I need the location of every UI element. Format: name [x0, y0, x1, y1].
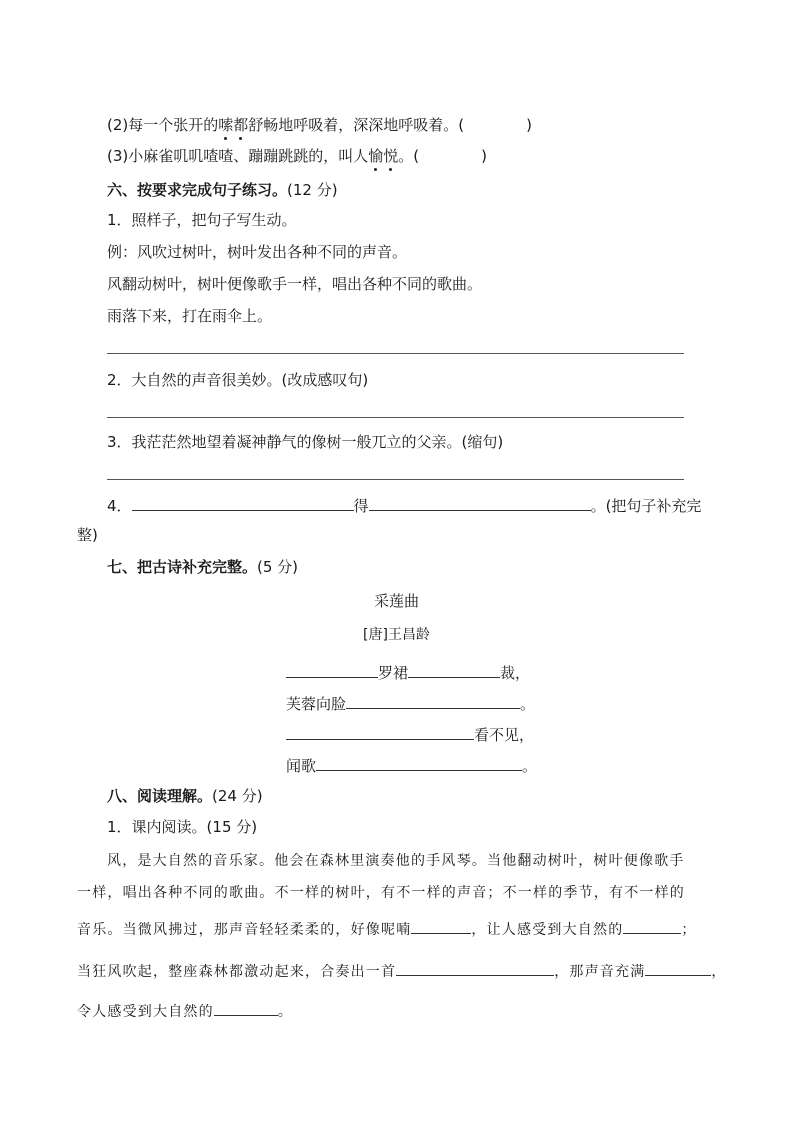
fill-blank[interactable] — [411, 917, 471, 934]
poem-line-2: 芙蓉向脸 。 — [286, 692, 535, 714]
answer-line[interactable] — [107, 417, 684, 418]
fill-blank[interactable] — [645, 959, 711, 976]
poem-author: [唐]王昌龄 — [363, 627, 430, 643]
q5-item-2: (2)每一个张开的嗦都舒畅地呼吸着，深深地呼吸着。( ) — [107, 116, 532, 134]
answer-line[interactable] — [107, 479, 684, 480]
poem-line-4: 闻歌 。 — [286, 754, 537, 776]
dotted-char: 嗦 — [218, 116, 234, 134]
poem-title: 采莲曲 — [373, 592, 419, 610]
poem-line-3: 看不见， — [286, 723, 534, 745]
fill-blank[interactable] — [316, 754, 522, 771]
section-6-heading: 六、按要求完成句子练习。(12 分) — [107, 181, 338, 199]
q6-prompt: 雨落下来，打在雨伞上。 — [107, 307, 273, 325]
fill-blank[interactable] — [214, 999, 278, 1016]
q8-subquestion-1: 1．课内阅读。(15 分) — [107, 818, 258, 836]
fill-blank[interactable] — [369, 494, 591, 511]
dotted-char: 悦 — [383, 147, 399, 165]
dotted-char: 愉 — [368, 147, 384, 165]
fill-blank[interactable] — [346, 692, 520, 709]
answer-line[interactable] — [107, 353, 684, 354]
q6-subquestion-4: 4． 得 。(把句子补充完 — [107, 494, 701, 516]
fill-blank[interactable] — [286, 723, 474, 740]
passage-line-2: 一样，唱出各种不同的歌曲。不一样的树叶，有不一样的声音；不一样的季节，有不一样的 — [77, 885, 685, 901]
q6-example: 例：风吹过树叶，树叶发出各种不同的声音。 — [107, 243, 408, 261]
poem-line-1: 罗裙 裁， — [286, 661, 530, 683]
q6-subquestion-1: 1．照样子，把句子写生动。 — [107, 211, 297, 229]
q6-subquestion-3: 3．我茫茫然地望着凝神静气的像树一般兀立的父亲。(缩句) — [107, 433, 504, 451]
passage-line-3: 音乐。当微风拂过，那声音轻轻柔柔的，好像呢喃 ，让人感受到大自然的 ； — [77, 917, 697, 940]
fill-blank[interactable] — [408, 661, 500, 678]
q6-example-answer: 风翻动树叶，树叶便像歌手一样，唱出各种不同的歌曲。 — [107, 275, 483, 293]
section-7-heading: 七、把古诗补充完整。(5 分) — [107, 558, 299, 576]
fill-blank[interactable] — [286, 661, 378, 678]
fill-blank[interactable] — [396, 959, 554, 976]
passage-line-1: 风，是大自然的音乐家。他会在森林里演奏他的手风琴。当他翻动树叶，树叶便像歌手 — [107, 853, 685, 869]
fill-blank[interactable] — [623, 917, 681, 934]
q6-subquestion-4-wrap: 整) — [77, 526, 98, 544]
passage-line-4: 当狂风吹起，整座森林都激动起来，合奏出一首 ，那声音充满 ， — [77, 959, 727, 982]
q5-item-3: (3)小麻雀叽叽喳喳、蹦蹦跳跳的，叫人愉悦。( ) — [107, 147, 487, 165]
passage-line-5: 令人感受到大自然的 。 — [77, 999, 293, 1022]
fill-blank[interactable] — [132, 494, 354, 511]
q6-subquestion-2: 2．大自然的声音很美妙。(改成感叹句) — [107, 371, 369, 389]
dotted-char: 都 — [233, 116, 249, 134]
section-8-heading: 八、阅读理解。(24 分) — [107, 787, 263, 805]
